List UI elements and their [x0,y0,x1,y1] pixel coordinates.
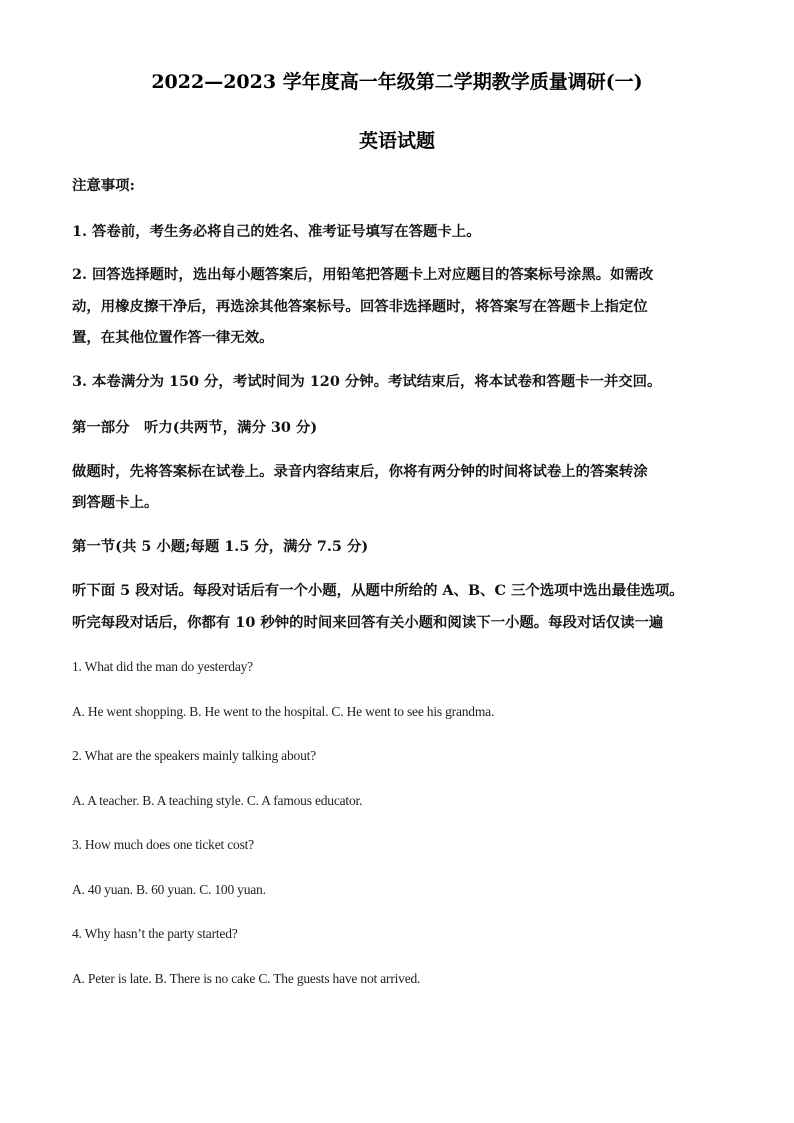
question-3: 3. How much does one ticket cost? [72,837,254,852]
notice-heading: 注意事项: [72,177,135,194]
question-3-options: A. 40 yuan. B. 60 yuan. C. 100 yuan. [72,882,266,897]
section1-heading: 第一节(共 5 小题;每题 1.5 分，满分 7.5 分) [72,538,369,555]
question-4: 4. Why hasn’t the party started? [72,926,238,941]
part1-heading: 第一部分 听力(共两节，满分 30 分) [72,419,318,436]
exam-title: 2022—2023 学年度高一年级第二学期教学质量调研(一) [151,71,643,93]
question-2-options: A. A teacher. B. A teaching style. C. A famous educator. [72,793,363,808]
question-1-options: A. He went shopping. B. He went to the hospital. C. He went to see his grandma. [72,704,495,719]
notice-item-3: 3. 本卷满分为 150 分，考试时间为 120 分钟。考试结束后，将本试卷和答题卡一并交回。 [72,373,662,390]
notice-item-2-line-2: 动，用橡皮擦干净后，再选涂其他答案标号。回答非选择题时，将答案写在答题卡上指定位 [72,298,648,315]
question-2: 2. What are the speakers mainly talking about? [72,748,316,763]
part1-instruction-line-1: 做题时，先将答案标在试卷上。录音内容结束后，你将有两分钟的时间将试卷上的答案转涂 [72,463,648,480]
exam-subject-title: 英语试题 [358,130,435,152]
notice-item-2-line-1: 2. 回答选择题时，选出每小题答案后，用铅笔把答题卡上对应题目的答案标号涂黑。如需改 [72,266,654,283]
question-1: 1. What did the man do yesterday? [72,659,253,674]
notice-item-1: 1. 答卷前，考生务必将自己的姓名、准考证号填写在答题卡上。 [72,223,481,240]
section1-instruction-line-1: 听下面 5 段对话。每段对话后有一个小题，从题中所给的 A、B、C 三个选项中选出最佳选项。 [72,582,684,599]
question-4-options: A. Peter is late. B. There is no cake C. The guests have not arrived. [72,971,421,986]
part1-instruction-line-2: 到答题卡上。 [72,494,159,511]
section1-instruction-line-2: 听完每段对话后，你都有 10 秒钟的时间来回答有关小题和阅读下一小题。每段对话仅读一遍 [72,614,664,631]
notice-item-2-line-3: 置，在其他位置作答一律无效。 [72,329,274,346]
